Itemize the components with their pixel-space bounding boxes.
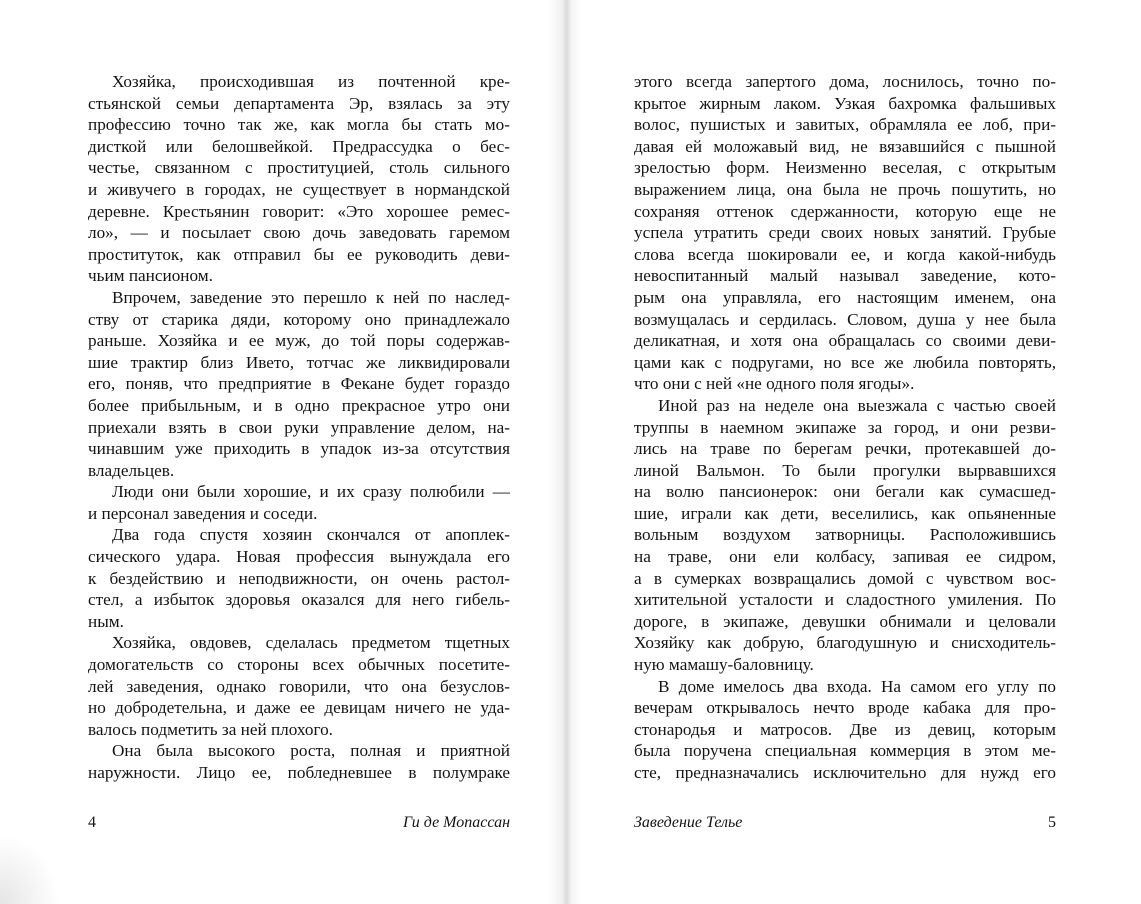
text-line: стонародья и матросов. Две из девиц, которым bbox=[634, 719, 1056, 739]
text-line: и живучего в городах, не существует в нормандской bbox=[88, 179, 510, 199]
text-line: проституток, как отправил бы ее руководить деви- bbox=[88, 244, 510, 264]
text-line: выражением лица, она была не прочь пошутить, но bbox=[634, 179, 1056, 199]
text-line: чинавшим уже приходить в упадок из-за отсутствия bbox=[88, 439, 510, 459]
running-head-author: Ги де Мопассан bbox=[402, 814, 510, 831]
text-line: Люди они были хорошие, и их сразу полюбили — bbox=[112, 482, 510, 502]
text-line: волос, пушистых и завитых, обрамляла ее лоб, при- bbox=[634, 115, 1056, 135]
text-line: домогательств со стороны всех обычных посетите- bbox=[88, 655, 510, 675]
text-line: на траве, они ели колбасу, запивая ее сидром, bbox=[634, 547, 1056, 567]
text-line: этого всегда запертого дома, лоснилось, точно по- bbox=[634, 72, 1056, 91]
text-line: чьим пансионом. bbox=[88, 266, 213, 286]
text-line: невоспитанный малый называл заведение, кото- bbox=[634, 266, 1056, 286]
text-line: ству от старика дяди, которому оно принадлежало bbox=[88, 309, 510, 329]
text-line: слова всегда шокировали ее, и когда какой-нибудь bbox=[634, 244, 1056, 264]
text-line: валось подметить за ней плохого. bbox=[88, 719, 333, 739]
text-line: и персонал заведения и соседи. bbox=[88, 503, 318, 523]
text-line: Она была высокого роста, полная и приятной bbox=[112, 741, 510, 761]
text-line: на волю пансионерок: они бегали как сумасшед- bbox=[634, 482, 1056, 502]
text-line: труппы в наемном экипаже за город, и они резви- bbox=[634, 417, 1056, 437]
text-line: сического удара. Новая профессия вынуждала его bbox=[88, 547, 510, 567]
text-line: линой Вальмон. То были прогулки вырвавшихся bbox=[634, 460, 1056, 480]
text-line: шие, играли как дети, веселились, как опьяненные bbox=[634, 503, 1056, 523]
page-number: 4 bbox=[88, 814, 96, 831]
text-line: честье, связанном с проституцией, столь сильного bbox=[88, 158, 510, 178]
text-line: более прибыльным, и в одно прекрасное утро они bbox=[88, 395, 510, 415]
text-line: раньше. Хозяйка и ее муж, до той поры содержав- bbox=[88, 331, 510, 351]
text-line: В доме имелось два входа. На самом его углу по bbox=[658, 676, 1056, 696]
text-line: лись на траве по берегам речки, протекавшей до- bbox=[634, 439, 1056, 459]
text-line: дисткой или белошвейкой. Предрассудка о бес- bbox=[88, 136, 510, 156]
text-line: ло», — и посылает свою дочь заведовать гаремом bbox=[88, 223, 510, 243]
text-line: деревне. Крестьянин говорит: «Это хорошее ремес- bbox=[88, 201, 510, 221]
page-corner-shadow bbox=[0, 834, 60, 904]
text-line: Хозяйка, овдовев, сделалась предметом тщетных bbox=[112, 633, 510, 653]
text-line: крытое жирным лаком. Узкая бахромка фальшивых bbox=[634, 93, 1056, 113]
text-line: хитительной усталости и сладостного умиления. По bbox=[634, 590, 1056, 610]
text-line: Хозяйка, происходившая из почтенной кре- bbox=[112, 72, 510, 91]
text-line: дороге, в экипаже, девушки обнимали и целовали bbox=[634, 611, 1056, 631]
text-line: приехали взять в свои руки управление делом, на- bbox=[88, 417, 510, 437]
text-line: но добродетельна, и даже ее девицам ничего не уда- bbox=[88, 698, 510, 718]
text-line: вечерам открывалось нечто вроде кабака для про- bbox=[634, 698, 1056, 718]
text-line: сохраняя оттенок сдержанности, которую еще не bbox=[634, 201, 1056, 221]
text-line: ным. bbox=[88, 611, 124, 631]
text-line: Впрочем, заведение это перешло к ней по наслед- bbox=[112, 287, 510, 307]
text-line: к бездействию и неподвижности, он очень растол- bbox=[88, 568, 510, 588]
text-line: успела утратить среди своих новых занятий. Грубые bbox=[634, 223, 1056, 243]
left-page bbox=[0, 0, 566, 904]
text-line: вольным воздухом затворницы. Расположившись bbox=[634, 525, 1056, 545]
text-line: его, поняв, что предприятие в Фекане будет гораздо bbox=[88, 374, 510, 394]
text-line: стьянской семьи департамента Эр, взялась за эту bbox=[88, 93, 510, 113]
text-line: что они с ней «не одного поля ягоды». bbox=[634, 374, 915, 394]
text-line: Хозяйку как добрую, благодушную и снисходитель- bbox=[634, 633, 1056, 653]
text-line: ную мамашу-баловницу. bbox=[634, 655, 814, 675]
text-line: сте, предназначались исключительно для нужд его bbox=[634, 763, 1056, 782]
text-line: была поручена специальная коммерция в этом ме- bbox=[634, 741, 1056, 761]
text-line: Два года спустя хозяин скончался от апоплек- bbox=[112, 525, 510, 545]
text-line: возмущалась и сердилась. Словом, душа у нее была bbox=[634, 309, 1056, 329]
running-head-title: Заведение Телье bbox=[634, 814, 743, 831]
right-page-text bbox=[634, 71, 1056, 784]
text-line: владельцев. bbox=[88, 460, 175, 480]
left-page-text bbox=[88, 71, 510, 784]
page-number: 5 bbox=[1048, 814, 1056, 831]
text-line: а в сумерках возвращались домой с чувством вос- bbox=[634, 568, 1056, 588]
text-line: профессию точно так же, как могла бы стать мо- bbox=[88, 115, 510, 135]
text-line: стел, а избыток здоровья оказался для него гибель- bbox=[88, 590, 510, 610]
text-line: рым она управляла, его настоящим именем, она bbox=[634, 287, 1056, 307]
text-line: давая ей моложавый вид, не вязавшийся с пышной bbox=[634, 136, 1056, 156]
text-line: зрелостью форм. Неизменно веселая, с открытым bbox=[634, 158, 1056, 178]
text-line: деликатная, и хотя она обращалась со своими деви- bbox=[634, 331, 1056, 351]
text-line: лей заведения, однако говорили, что она безуслов- bbox=[88, 676, 510, 696]
text-line: наружности. Лицо ее, побледневшее в полумраке bbox=[88, 763, 510, 782]
text-line: Иной раз на неделе она выезжала с частью своей bbox=[658, 395, 1056, 415]
text-line: цами как с подругами, но все же любила повторять, bbox=[634, 352, 1056, 372]
text-line: шие трактир близ Ивето, тотчас же ликвидировали bbox=[88, 352, 510, 372]
right-page bbox=[566, 0, 1141, 904]
